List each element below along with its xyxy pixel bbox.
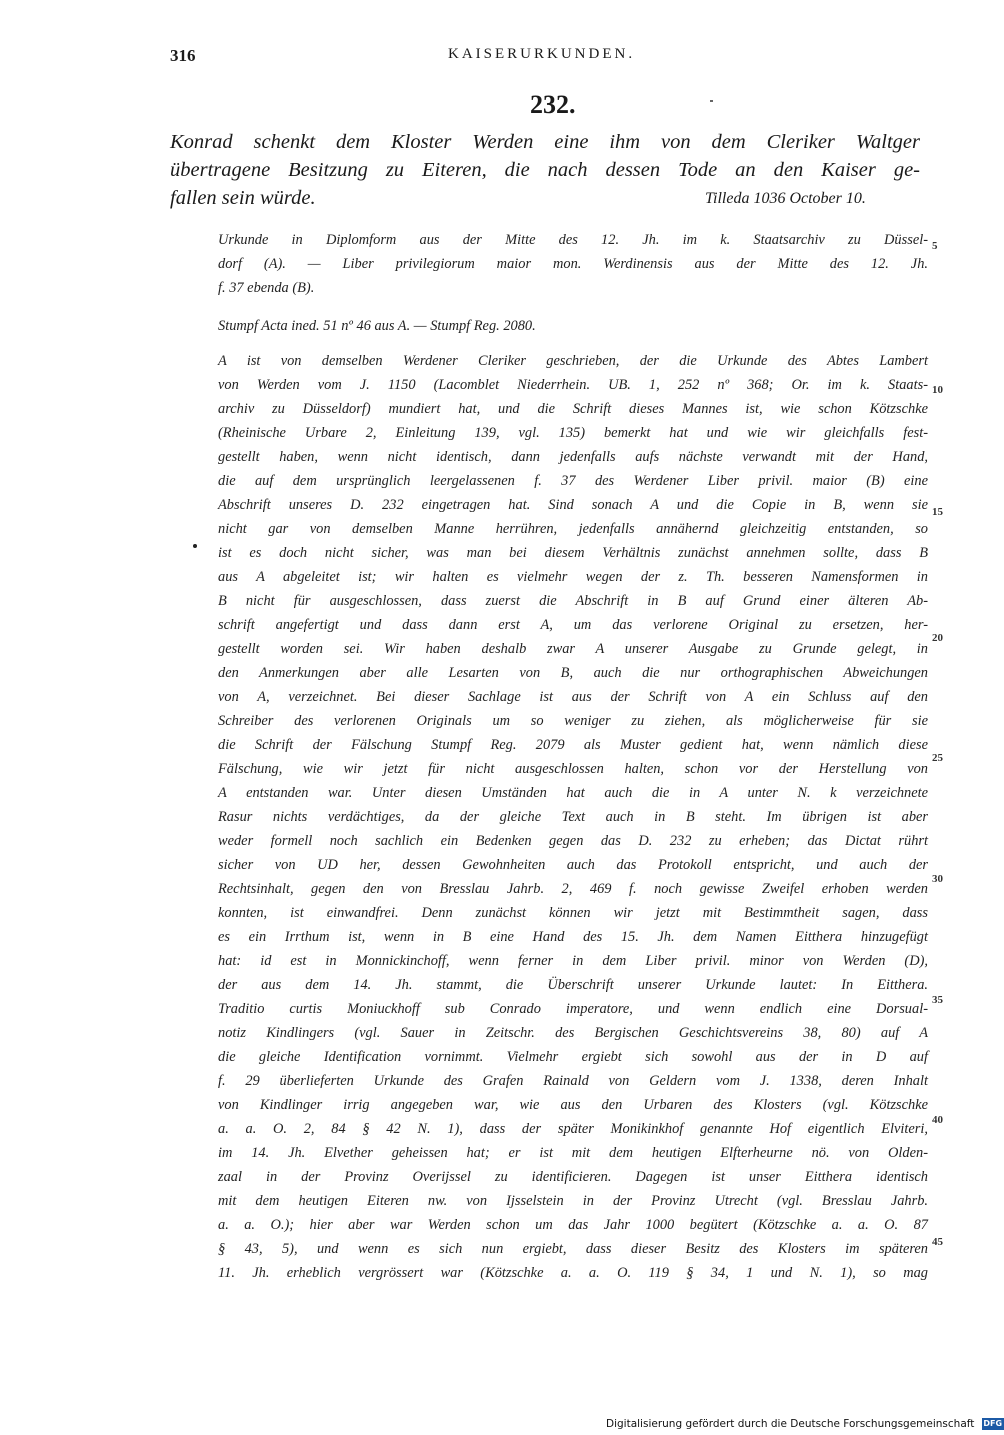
footer xyxy=(606,1418,1004,1434)
commentary-line: im 14. Jh. Elvether geheissen hat; er ist mit dem heutigen Elfterheurne nö. von Olden- xyxy=(218,1145,928,1161)
commentary-line: notiz Kindlingers (vgl. Sauer in Zeitschr. des Bergischen Geschichtsvereins 38, 80) auf A xyxy=(218,1025,928,1041)
commentary-line: Traditio curtis Moniuckhoff sub Conrado imperatore, und wenn endlich eine Dorsual- xyxy=(218,1001,928,1017)
commentary-line: hat: id est in Monnickinchoff, wenn ferner in dem Liber privil. minor von Werden (D), xyxy=(218,953,928,969)
commentary-line: sicher von UD her, dessen Gewohnheiten auch das Protokoll entspricht, und auch der xyxy=(218,857,928,873)
transmission-line: dorf (A). — Liber privilegiorum maior mon. Werdinensis aus der Mitte des 12. Jh. xyxy=(218,256,928,272)
transmission-note xyxy=(218,228,928,300)
commentary-line: konnten, ist einwandfrei. Denn zunächst können wir jetzt mit Bestimmtheit sagen, dass xyxy=(218,905,928,921)
margin-line-number: 15 xyxy=(932,506,943,518)
commentary-line: die Schrift der Fälschung Stumpf Reg. 2079 als Muster gedient hat, wenn nämlich diese xyxy=(218,737,928,753)
margin-line-number: 10 xyxy=(932,384,943,396)
commentary-line: von Kindlinger irrig angegeben war, wie aus den Urbaren des Klosters (vgl. Kötzschke xyxy=(218,1097,928,1113)
commentary-line: von A, verzeichnet. Bei dieser Sachlage ist aus der Schrift von A ein Schluss auf den xyxy=(218,689,928,705)
commentary-line: es ein Irrthum ist, wenn in B eine Hand des 15. Jh. dem Namen Eitthera hinzugefügt xyxy=(218,929,928,945)
margin-line-number: 20 xyxy=(932,632,943,644)
commentary-line: schrift angefertigt und dass dann erst A, um das verlorene Original zu ersetzen, her- xyxy=(218,617,928,633)
commentary-line: a. a. O.); hier aber war Werden schon um das Jahr 1000 begütert (Kötzschke a. a. O. 87 xyxy=(218,1217,928,1233)
commentary-line: Rasur nichts verdächtiges, da der gleiche Text auch in B steht. Im übrigen ist aber xyxy=(218,809,928,825)
margin-line-number: 30 xyxy=(932,873,943,885)
commentary-line: § 43, 5), und wenn es sich nun ergiebt, dass dieser Besitz des Klosters im späteren xyxy=(218,1241,928,1257)
transmission-line: f. 37 ebenda (B). xyxy=(218,280,315,296)
margin-line-number: 40 xyxy=(932,1114,943,1126)
commentary-line: (Rheinische Urbare 2, Einleitung 139, vgl. 135) bemerkt hat und wie wir gleichfalls fest- xyxy=(218,425,928,441)
margin-line-number: 35 xyxy=(932,994,943,1006)
margin-line-number: 45 xyxy=(932,1236,943,1248)
commentary-line: f. 29 überlieferten Urkunde des Grafen Rainald von Geldern vom J. 1338, deren Inhalt xyxy=(218,1073,928,1089)
commentary-line: A ist von demselben Werdener Cleriker geschrieben, der die Urkunde des Abtes Lambert xyxy=(218,353,928,369)
title-line: übertragene Besitzung zu Eiteren, die nach dessen Tode an den Kaiser ge- xyxy=(170,159,920,181)
margin-line-number: 25 xyxy=(932,752,943,764)
commentary-line: B nicht für ausgeschlossen, dass zuerst die Abschrift in B auf Grund einer älteren Ab- xyxy=(218,593,928,609)
edition-line: Stumpf Acta ined. 51 nº 46 aus A. — Stumpf Reg. 2080. xyxy=(218,318,536,334)
commentary-line: aus A abgeleitet ist; wir halten es vielmehr wegen der z. Th. besseren Namensformen in xyxy=(218,569,928,585)
print-mark xyxy=(710,100,713,102)
edition-note xyxy=(218,314,928,338)
commentary-line: Rechtsinhalt, gegen den von Bresslau Jahrb. 2, 469 f. noch gewisse Zweifel erhoben werden xyxy=(218,881,928,897)
commentary-line: den Anmerkungen aber alle Lesarten von B, auch die nur orthographischen Abweichungen xyxy=(218,665,928,681)
commentary-line: Abschrift unseres D. 232 eingetragen hat. Sind sonach A und die Copie in B, wenn sie xyxy=(218,497,928,513)
commentary-line: mit dem heutigen Eiteren nw. von Ijsselstein in der Provinz Utrecht (vgl. Bresslau Jahrb. xyxy=(218,1193,928,1209)
commentary-line: Schreiber des verlorenen Originals um so weniger zu ziehen, als möglicherweise für sie xyxy=(218,713,928,729)
document-number: 232. xyxy=(530,90,576,119)
running-head: KAISERURKUNDEN. xyxy=(448,46,636,62)
commentary-line: gestellt worden sei. Wir haben deshalb zwar A unserer Ausgabe zu Grunde gelegt, in xyxy=(218,641,928,657)
margin-line-number: 5 xyxy=(932,240,938,252)
commentary-line: der aus dem 14. Jh. stammt, die Überschrift unserer Urkunde lautet: In Eitthera. xyxy=(218,977,928,993)
title-line: Konrad schenkt dem Kloster Werden eine ihm von dem Cleriker Waltger xyxy=(170,131,920,153)
commentary-line: ist es doch nicht sicher, was man bei diesem Verhältnis zunächst annehmen sollte, dass B xyxy=(218,545,928,561)
commentary-line: zaal in der Provinz Overijssel zu identificieren. Dagegen ist unser Eitthera identisch xyxy=(218,1169,928,1185)
commentary-line: die gleiche Identification vornimmt. Vielmehr ergiebt sich sowohl aus der in D auf xyxy=(218,1049,928,1065)
page-number: 316 xyxy=(170,46,196,65)
commentary-line: nicht gar von demselben Manne herrühren, jedenfalls annähernd gleichzeitig entstanden, so xyxy=(218,521,928,537)
footer-credit: Digitalisierung gefördert durch die Deutsche Forschungsgemeinschaft xyxy=(606,1418,975,1430)
commentary-line: gestellt haben, wenn nicht identisch, dann jedenfalls aufs nächste verwandt mit der Hand, xyxy=(218,449,928,465)
page-header xyxy=(170,46,930,76)
commentary-line: Fälschung, wie wir jetzt für nicht ausgeschlossen halten, schon vor der Herstellung von xyxy=(218,761,928,777)
transmission-line: Urkunde in Diplomform aus der Mitte des 12. Jh. im k. Staatsarchiv zu Düssel- xyxy=(218,232,928,248)
commentary-line: 11. Jh. erheblich vergrössert war (Kötzschke a. a. O. 119 § 34, 1 und N. 1), so mag xyxy=(218,1265,928,1281)
print-mark xyxy=(193,544,197,548)
commentary-line: A entstanden war. Unter diesen Umständen hat auch die in A unter N. k verzeichnete xyxy=(218,785,928,801)
commentary-line: a. a. O. 2, 84 § 42 N. 1), dass der später Monikinkhof genannte Hof eigentlich Elviteri, xyxy=(218,1121,928,1137)
commentary-line: von Werden vom J. 1150 (Lacomblet Niederrhein. UB. 1, 252 nº 368; Or. im k. Staats- xyxy=(218,377,928,393)
commentary-line: die auf dem ursprünglich leergelassenen f. 37 des Werdener Liber privil. maior (B) eine xyxy=(218,473,928,489)
commentary xyxy=(218,349,928,1285)
dfg-logo-icon: DFG xyxy=(983,1419,1003,1428)
commentary-line: archiv zu Düsseldorf) mundiert hat, und die Schrift dieses Mannes ist, wie schon Kötzschke xyxy=(218,401,928,417)
dateline: Tilleda 1036 October 10. xyxy=(705,190,866,207)
commentary-line: weder formell noch sachlich ein Bedenken gegen das D. 232 zu erheben; das Dictat rührt xyxy=(218,833,928,849)
title-line: fallen sein würde. xyxy=(170,187,316,209)
